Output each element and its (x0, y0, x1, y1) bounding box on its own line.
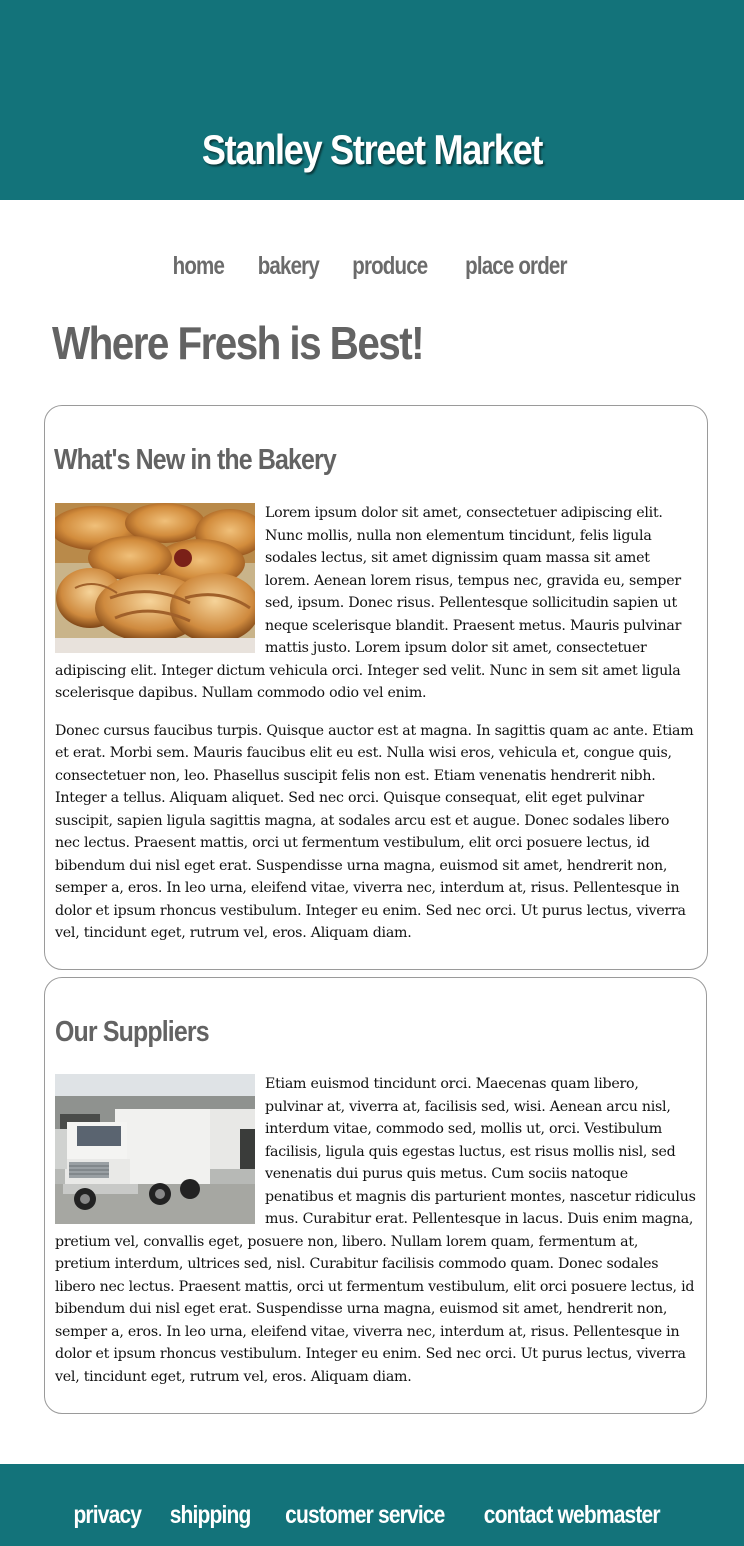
pastry-photo-icon (55, 503, 255, 653)
footer-link-customer-service[interactable]: customer service (284, 1501, 445, 1529)
bakery-section-body (55, 502, 697, 960)
site-header (0, 0, 744, 200)
suppliers-section-body (55, 1073, 697, 1403)
nav-link-place-order[interactable]: place order (464, 252, 567, 280)
page-headline: Where Fresh is Best! (52, 317, 423, 369)
main-nav (0, 250, 744, 284)
footer-link-privacy[interactable]: privacy (73, 1501, 142, 1529)
footer-link-contact-webmaster[interactable]: contact webmaster (484, 1501, 661, 1529)
suppliers-section (44, 977, 707, 1414)
nav-link-bakery[interactable]: bakery (258, 252, 320, 280)
site-footer (0, 1464, 744, 1546)
site-title: Stanley Street Market (201, 126, 543, 173)
bakery-paragraph-1: Lorem ipsum dolor sit amet, consectetuer adipiscing elit. Nunc mollis, nulla non elementum tincidunt, felis ligula sodales lectus, sit amet dignissim quam massa sit amet lorem. Aenean lorem risus, tempus nec, gravida eu, semper sed, ipsum. Donec risus. Pellentesque sollicitudin sapien ut neque scelerisque blandit. Praesent metus. Mauris pulvinar mattis justo. Lorem ipsum dolor sit amet, consectetuer adipiscing elit. Integer dictum vehicula orci. Integer sed velit. Nunc in sem sit amet ligula scelerisque dapibus. Nullam commodo odio vel enim. (55, 505, 682, 701)
suppliers-section-title: Our Suppliers (55, 1016, 209, 1048)
bakery-section (44, 405, 708, 970)
nav-link-produce[interactable]: produce (352, 252, 428, 280)
footer-links (0, 1499, 744, 1535)
bakery-section-title: What's New in the Bakery (54, 444, 336, 476)
delivery-truck-photo-icon (55, 1074, 255, 1224)
footer-link-shipping[interactable]: shipping (169, 1501, 251, 1529)
suppliers-paragraph-1: Etiam euismod tincidunt orci. Maecenas quam libero, pulvinar at, viverra at, facilisis sed, wisi. Aenean arcu nisl, interdum vitae, commodo sed, mollis ut, orci. Vestibulum facilisis, ligula quis egestas luctus, est risus mollis nisl, sed venenatis dui purus quis metus. Cum sociis natoque penatibus et magnis dis parturient montes, nascetur ridiculus mus. Curabitur erat. Pellentesque in lacus. Duis enim magna, pretium vel, convallis eget, posuere non, libero. Nullam lorem quam, fermentum at, pretium interdum, ultrices sed, nisl. Curabitur facilisis commodo quam. Donec sodales libero nec lectus. Praesent mattis, orci ut fermentum vestibulum, elit orci posuere lectus, id bibendum dui nisl eget erat. Suspendisse urna magna, euismod sit amet, hendrerit non, semper a, eros. In leo urna, eleifend vitae, viverra nec, interdum at, risus. Pellentesque in dolor et ipsum rhoncus vestibulum. Integer eu enim. Sed nec orci. Ut purus lectus, viverra vel, tincidunt eget, rutrum vel, eros. Aliquam diam. (55, 1076, 696, 1385)
nav-link-home[interactable]: home (172, 252, 224, 280)
bakery-paragraph-2: Donec cursus faucibus turpis. Quisque auctor est at magna. In sagittis quam ac ante. Etiam et erat. Morbi sem. Mauris faucibus elit eu est. Nulla wisi eros, vehicula et, congue quis, consectetuer non, leo. Phasellus suscipit felis non est. Etiam venenatis hendrerit nibh. Integer a tellus. Aliquam aliquet. Sed nec orci. Quisque consequat, elit eget pulvinar suscipit, sapien ligula sagittis magna, at sodales arcu est et augue. Donec sodales libero nec lectus. Praesent mattis, orci ut fermentum vestibulum, elit orci posuere lectus, id bibendum dui nisl eget erat. Suspendisse urna magna, euismod sit amet, hendrerit non, semper a, eros. In leo urna, eleifend vitae, viverra nec, interdum at, risus. Pellentesque in dolor et ipsum rhoncus vestibulum. Integer eu enim. Sed nec orci. Ut purus lectus, viverra vel, tincidunt eget, rutrum vel, eros. Aliquam diam. (55, 722, 694, 941)
